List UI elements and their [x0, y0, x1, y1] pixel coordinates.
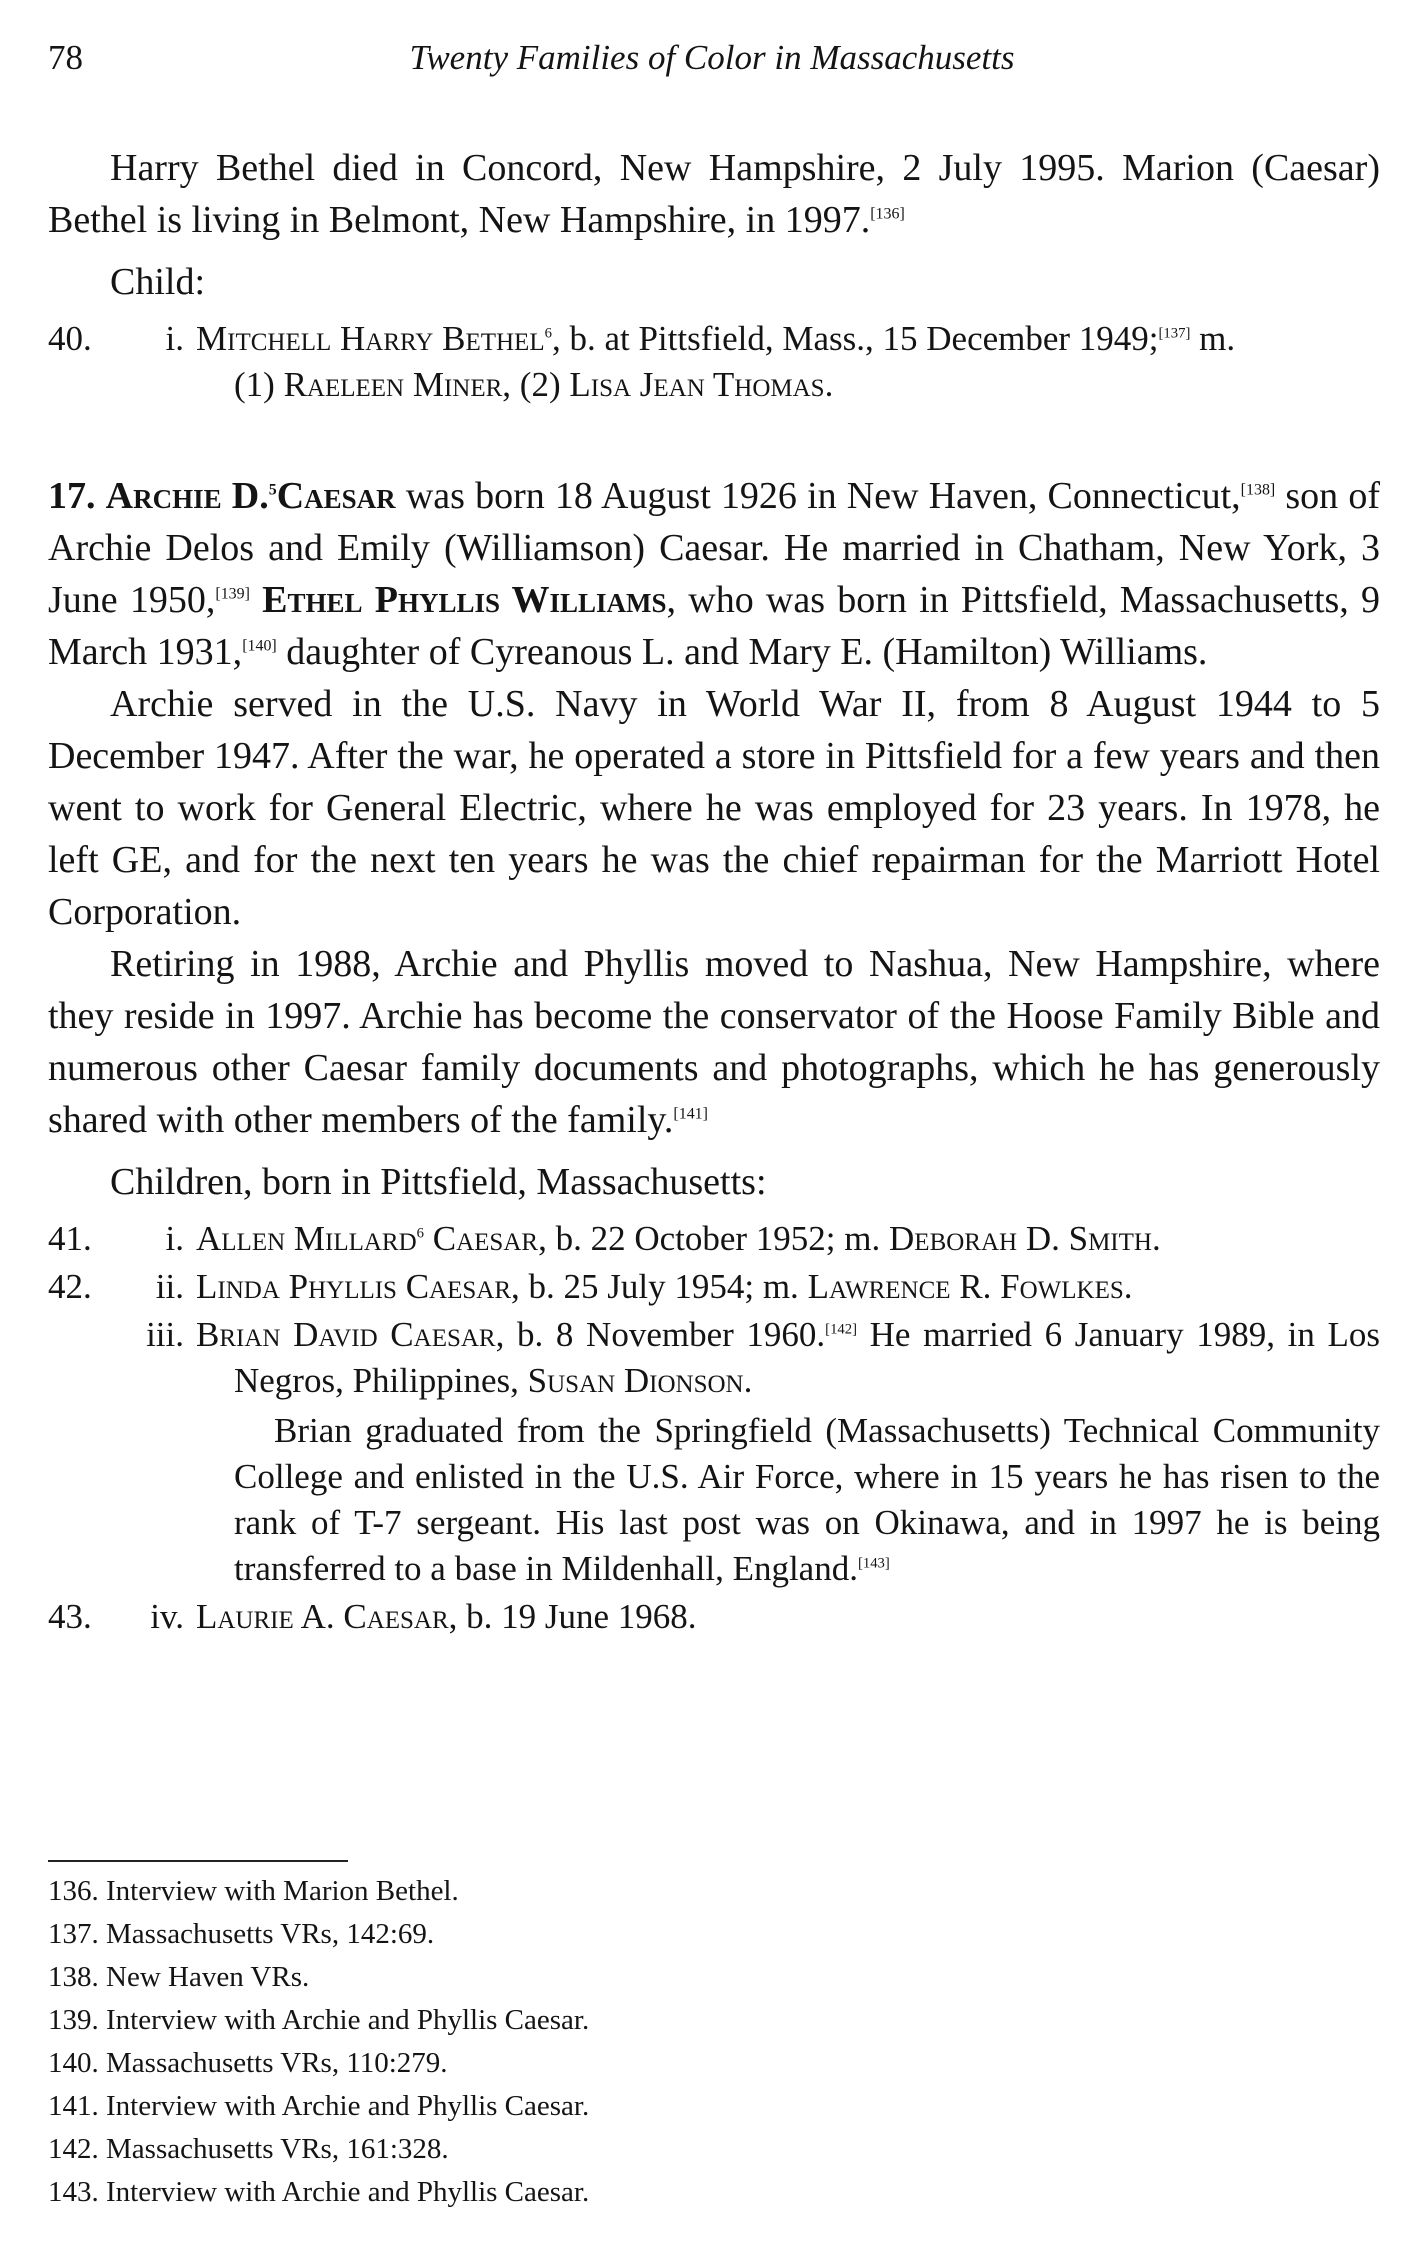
section-17-paragraph [48, 470, 1380, 678]
generation-number: 6 [416, 1225, 425, 1242]
entry-content [196, 1216, 1380, 1262]
child-entry-42 [48, 1264, 1380, 1310]
entry-text: , (2) [502, 365, 570, 404]
page-body [48, 142, 1380, 1642]
footnote: 143. Interview with Archie and Phyllis Caesar. [48, 2176, 590, 2208]
spouse-name: Susan Dionson [527, 1361, 744, 1400]
entry-number: 40. [48, 319, 92, 358]
spouse-name: Ethel Phyllis Williams [262, 579, 667, 621]
generation-number: 6 [544, 325, 552, 342]
footnote-ref: [140] [242, 637, 277, 655]
entry-text: m. [1190, 319, 1236, 358]
footnote: 139. Interview with Archie and Phyllis Caesar. [48, 2004, 590, 2036]
child-note [234, 1408, 1380, 1592]
entry-number: 41. [48, 1219, 92, 1258]
retirement-paragraph [48, 938, 1380, 1146]
child-surname: Caesar [424, 1219, 539, 1258]
footnote-ref: [143] [857, 1555, 890, 1572]
page-header [48, 38, 1376, 90]
entry-content [196, 1312, 1380, 1592]
spouse-name: Deborah D. Smith [889, 1219, 1152, 1258]
footnote-ref: [137] [1158, 325, 1191, 342]
entry-text: (1) [234, 365, 284, 404]
entry-text: . [1151, 1219, 1161, 1258]
note-text: Brian graduated from the Springfield (Massachusetts) Technical Community College and enlisted in the U.S. Air Force, where in 15 years he has risen to the rank of T-7 sergeant. His last post was on Okinawa, and in 1997 he is being transferred to a base in Mildenhall, England. [234, 1411, 1380, 1588]
child-name: Allen Millard [196, 1219, 417, 1258]
footnote: 142. Massachusetts VRs, 161:328. [48, 2133, 449, 2165]
section-number: 17. [48, 475, 106, 517]
footnote: 141. Interview with Archie and Phyllis Caesar. [48, 2090, 590, 2122]
spouse-name: Lawrence R. Fowlkes [807, 1267, 1124, 1306]
roman-numeral: iii. [146, 1315, 184, 1354]
child-label: Child: [110, 261, 206, 303]
entry-text: , b. at Pittsfield, Mass., 15 December 1949; [551, 319, 1159, 358]
child-name: Mitchell Harry Bethel [196, 319, 545, 358]
running-title: Twenty Families of Color in Massachusetts [409, 38, 1015, 77]
generation-number: 5 [268, 481, 277, 499]
paragraph-text: Retiring in 1988, Archie and Phyllis moved to Nashua, New Hampshire, where they reside in 1997. Archie has become the conservator of the Hoose Family Bible and numerous other Caesar family documents and photographs, which he has generously shared with other members of the family. [48, 943, 1380, 1141]
entry-content [196, 1594, 1380, 1640]
spouse-name: Raeleen Miner [283, 365, 503, 404]
footnote-ref: [142] [825, 1321, 857, 1338]
navy-paragraph: Archie served in the U.S. Navy in World War II, from 8 August 1944 to 5 December 1947. After the war, he operated a store in Pittsfield for a few years and then went to work for General Electric, where he was employed for 23 years. In 1978, he left GE, and for the next ten years he was the chief repairman for the Marriott Hotel Corporation. [48, 683, 1380, 933]
child-name: Linda Phyllis Caesar [196, 1267, 512, 1306]
entry-text: , b. 25 July 1954; m. [511, 1267, 808, 1306]
entry-text: He married 6 January 1989, in Los Negros, Philippines, [234, 1315, 1380, 1400]
footnote-ref: [141] [673, 1105, 708, 1123]
entry-number: 42. [48, 1267, 92, 1306]
roman-numeral: i. [165, 319, 184, 358]
footnote-rule [48, 1860, 348, 1862]
roman-numeral: ii. [155, 1267, 184, 1306]
footnote-ref: [138] [1240, 481, 1276, 499]
footnote: 136. Interview with Marion Bethel. [48, 1875, 459, 1907]
entry-text: . [824, 365, 834, 404]
child-entry-41 [48, 1216, 1380, 1262]
spouse-name: Lisa Jean Thomas [569, 365, 825, 404]
section-text: , who was born in Pittsfield, Massachusetts, 9 March 1931, [48, 579, 1381, 673]
roman-numeral: i. [165, 1219, 184, 1258]
child-name: Brian David Caesar [196, 1315, 496, 1354]
footnote-ref: [136] [870, 205, 905, 223]
footnote: 138. New Haven VRs. [48, 1961, 310, 1993]
entry-content [196, 1264, 1380, 1310]
section-text: son of Archie Delos and Emily (Williamson) Caesar. He married in Chatham, New York, 3 June 1950, [48, 475, 1380, 621]
subject-surname: Caesar [276, 475, 396, 517]
entry-content [196, 316, 1380, 408]
child-entry-43 [48, 1594, 1380, 1640]
entry-number: 43. [48, 1597, 92, 1636]
section-text: daughter of Cyreanous L. and Mary E. (Hamilton) Williams. [276, 631, 1208, 673]
entry-number [48, 1312, 140, 1592]
footnote: 137. Massachusetts VRs, 142:69. [48, 1918, 435, 1950]
roman-numeral: iv. [150, 1597, 184, 1636]
child-entry-iii [48, 1312, 1380, 1592]
entry-text: , b. 8 November 1960. [495, 1315, 826, 1354]
entry-text: , b. 19 June 1968. [448, 1597, 697, 1636]
footnotes [48, 1870, 1248, 2214]
intro-text: Harry Bethel died in Concord, New Hampshire, 2 July 1995. Marion (Caesar) Bethel is living in Belmont, New Hampshire, in 1997. [48, 147, 1380, 241]
page-number: 78 [48, 38, 83, 77]
section-text: was born 18 August 1926 in New Haven, Connecticut, [395, 475, 1241, 517]
footnote-ref: [139] [215, 585, 250, 603]
entry-text: , b. 22 October 1952; m. [538, 1219, 890, 1258]
footnote: 140. Massachusetts VRs, 110:279. [48, 2047, 448, 2079]
child-name: Laurie A. Caesar [196, 1597, 449, 1636]
subject-name: Archie D. [105, 475, 269, 517]
children-label: Children, born in Pittsfield, Massachusetts: [110, 1161, 767, 1203]
child-entry-40 [48, 316, 1380, 408]
entry-text: . [1123, 1267, 1133, 1306]
entry-text: . [743, 1361, 753, 1400]
intro-paragraph [48, 142, 1380, 246]
